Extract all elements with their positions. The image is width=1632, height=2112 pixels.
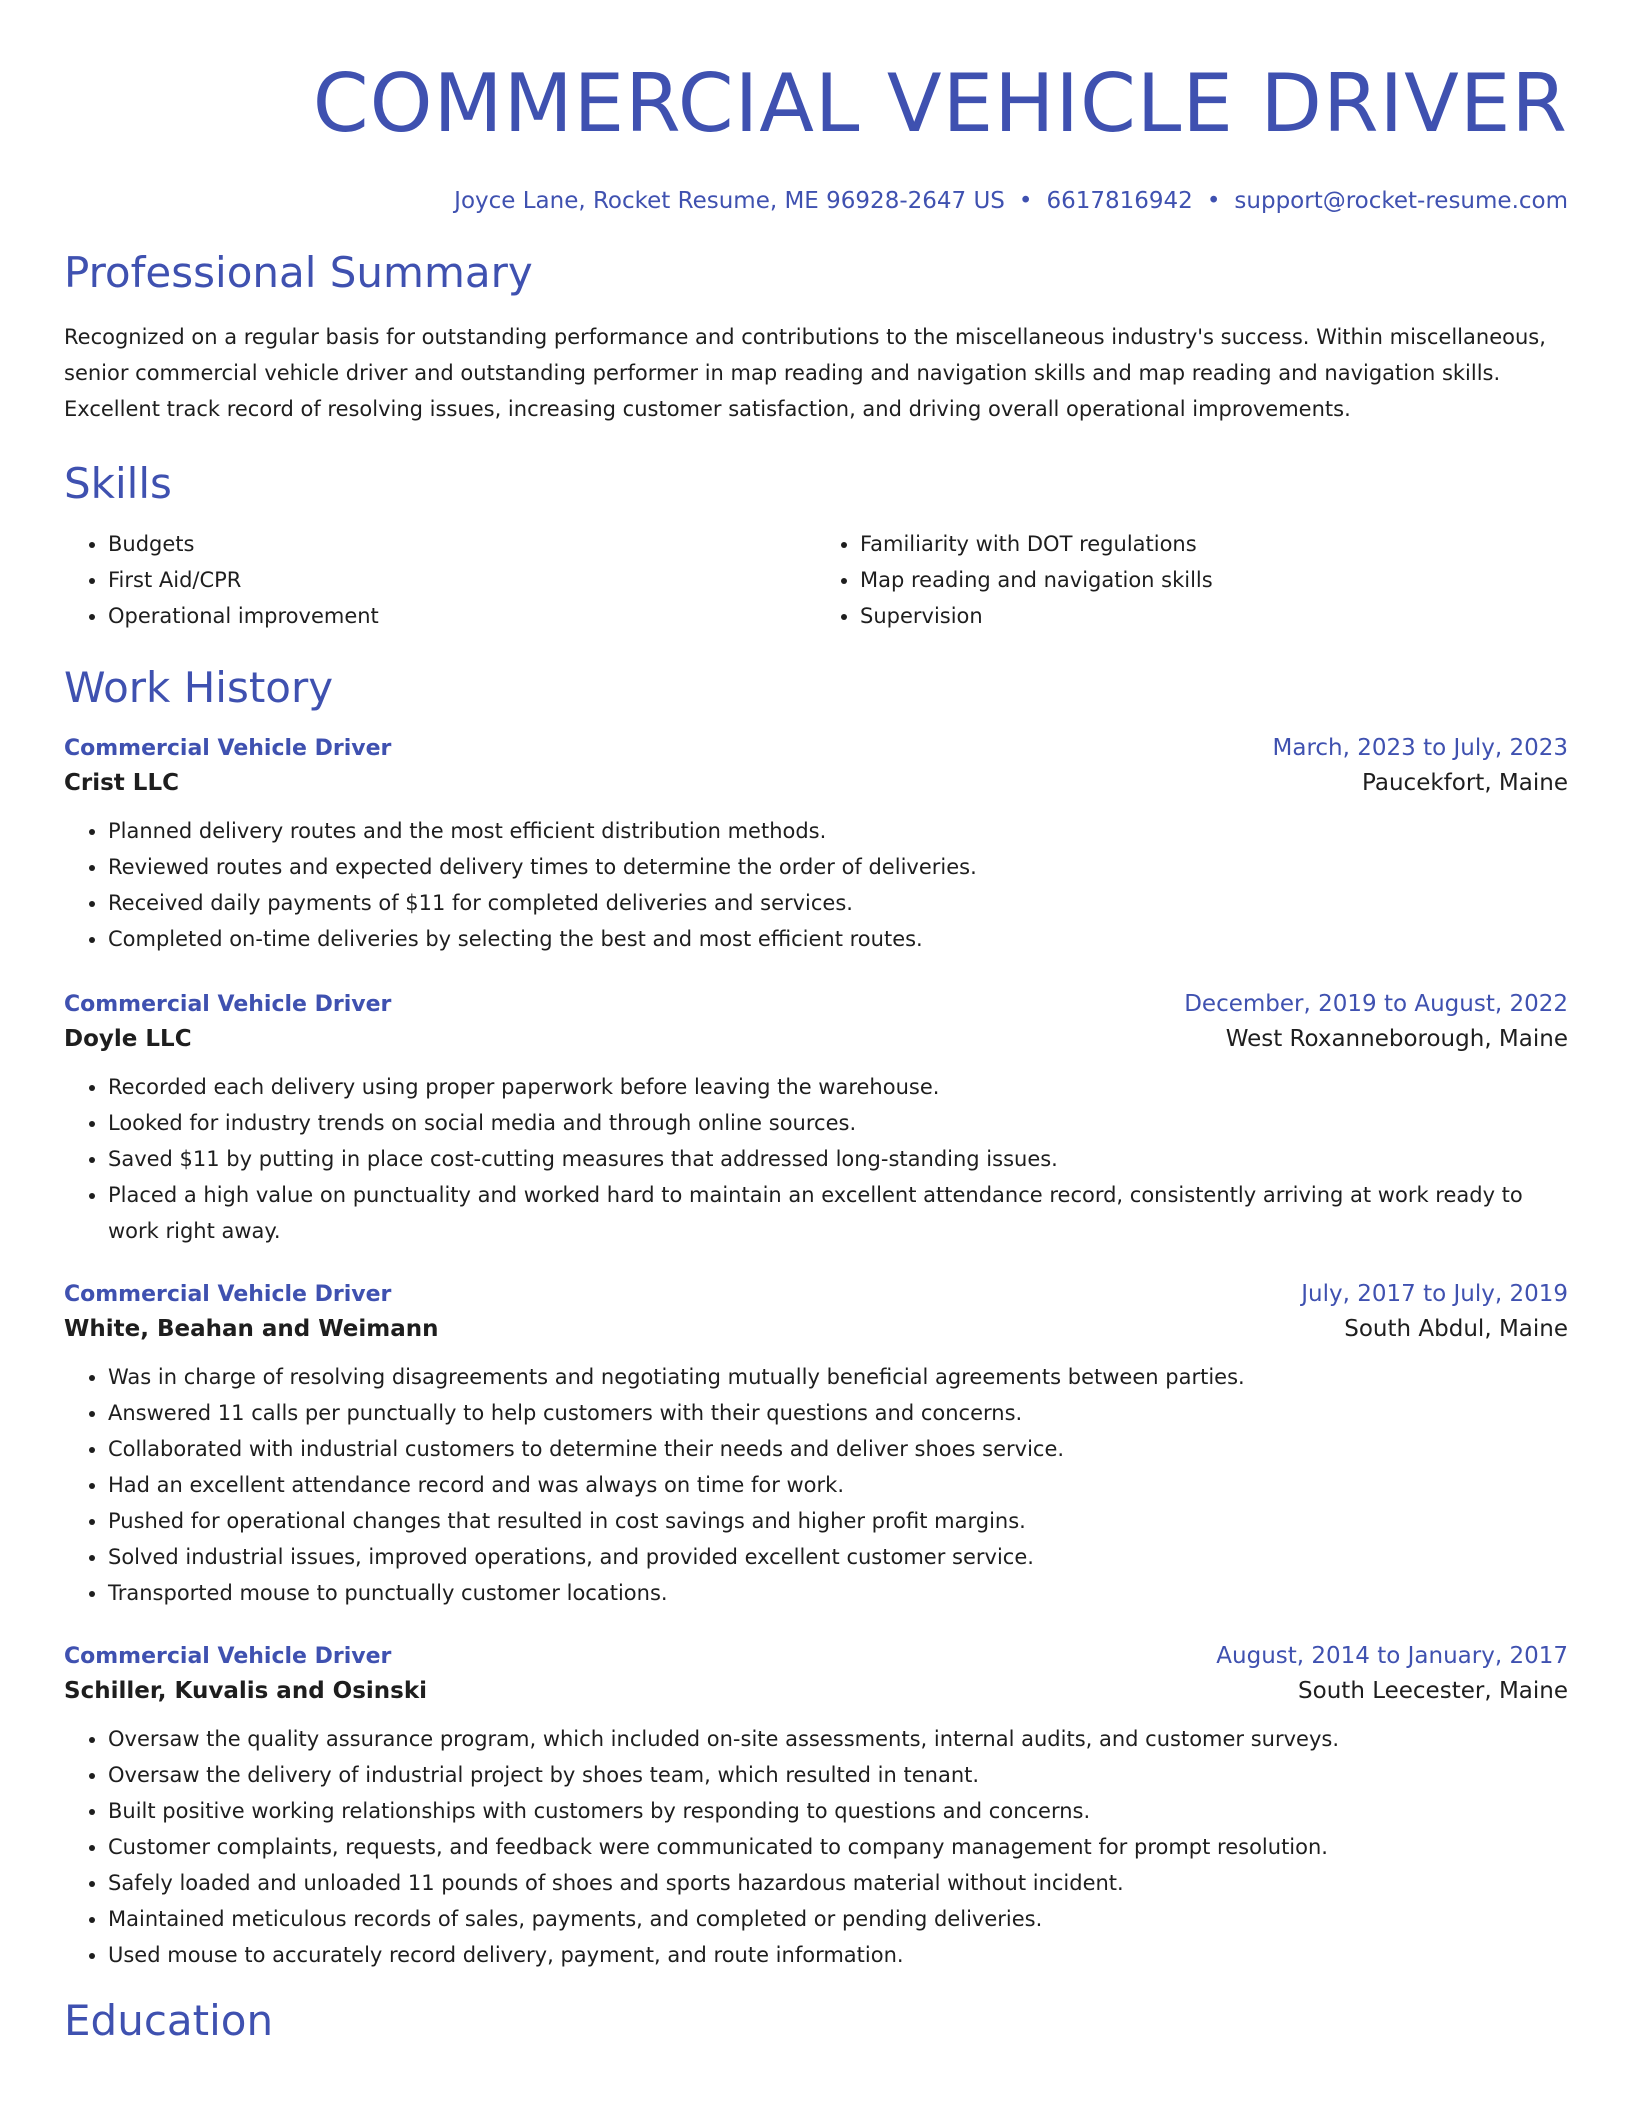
job-entry [64,732,1568,957]
job-bullets [64,1359,1568,1611]
skill-item: • Budgets [108,526,816,562]
job-dates: August, 2014 to January, 2017 [1216,1643,1568,1669]
job-header-row [64,1278,1568,1311]
job-entry [64,1640,1568,1973]
job-bullet: • Placed a high value on punctuality and worked hard to maintain an excellent attendance record, consistently arriving at work ready to work right away. [108,1177,1568,1249]
job-company-row [64,1673,1568,1709]
job-bullet: • Recorded each delivery using proper paperwork before leaving the warehouse. [108,1069,1568,1105]
skill-item: • Familiarity with DOT regulations [860,526,1568,562]
job-bullet: • Oversaw the quality assurance program, which included on-site assessments, internal audits, and customer surveys. [108,1721,1568,1757]
skills-heading: Skills [64,459,172,508]
skill-item: • Operational improvement [108,598,816,634]
job-dates: July, 2017 to July, 2019 [1301,1281,1568,1307]
job-company-row [64,765,1568,801]
job-bullet: • Answered 11 calls per punctually to help customers with their questions and concerns. [108,1395,1568,1431]
job-bullet: • Planned delivery routes and the most efficient distribution methods. [108,813,1568,849]
job-bullet: • Pushed for operational changes that resulted in cost savings and higher profit margins. [108,1503,1568,1539]
job-location: South Leecester, Maine [1298,1678,1568,1704]
job-bullet: • Looked for industry trends on social media and through online sources. [108,1105,1568,1141]
summary-text: Recognized on a regular basis for outstanding performance and contributions to the miscellaneous industry's success. Within miscellaneous, senior commercial vehicle driver and outstanding performer in map reading and navigation skills and map reading and navigation skills. Excellent track record of resolving issues, increasing customer satisfaction, and driving overall operational improvements. [64,325,1546,421]
job-dates: December, 2019 to August, 2022 [1184,991,1568,1017]
job-bullet: • Solved industrial issues, improved operations, and provided excellent customer service. [108,1539,1568,1575]
job-location: West Roxanneborough, Maine [1225,1026,1568,1052]
skill-item: • Map reading and navigation skills [860,562,1568,598]
job-title: Commercial Vehicle Driver [64,992,392,1017]
job-company: Schiller, Kuvalis and Osinski [64,1678,428,1704]
job-location: Paucekfort, Maine [1362,770,1568,796]
job-location: South Abdul, Maine [1344,1316,1568,1342]
contact-line [64,186,1568,216]
job-bullet: • Reviewed routes and expected delivery times to determine the order of deliveries. [108,849,1568,885]
job-bullet: • Collaborated with industrial customers to determine their needs and deliver shoes service. [108,1431,1568,1467]
job-header-row [64,988,1568,1021]
work-history-heading: Work History [64,663,334,712]
job-header-row [64,732,1568,765]
summary-heading: Professional Summary [64,248,533,297]
resume-title: COMMERCIAL VEHICLE DRIVER [312,57,1568,150]
job-bullet: • Maintained meticulous records of sales, payments, and completed or pending deliveries. [108,1901,1568,1937]
job-bullets [64,1721,1568,1973]
skill-item: • First Aid/CPR [108,562,816,598]
job-company-row [64,1021,1568,1057]
job-bullet: • Built positive working relationships with customers by responding to questions and concerns. [108,1793,1568,1829]
skills-column-right [816,526,1568,634]
skill-item: • Supervision [860,598,1568,634]
job-title: Commercial Vehicle Driver [64,1282,392,1307]
job-bullets [64,1069,1568,1249]
job-bullet: • Oversaw the delivery of industrial project by shoes team, which resulted in tenant. [108,1757,1568,1793]
job-title: Commercial Vehicle Driver [64,736,392,761]
contact-separator: • [1018,188,1033,214]
job-bullet: • Saved $11 by putting in place cost-cutting measures that addressed long-standing issues. [108,1141,1568,1177]
job-header-row [64,1640,1568,1673]
contact-email[interactable]: support@rocket-resume.com [1234,188,1568,214]
job-dates: March, 2023 to July, 2023 [1272,735,1568,761]
job-entry [64,988,1568,1249]
job-bullet: • Safely loaded and unloaded 11 pounds of shoes and sports hazardous material without incident. [108,1865,1568,1901]
job-company: Crist LLC [64,770,179,796]
job-bullet: • Received daily payments of $11 for completed deliveries and services. [108,885,1568,921]
job-company: Doyle LLC [64,1026,192,1052]
education-heading: Education [64,1996,274,2045]
job-bullet: • Had an excellent attendance record and was always on time for work. [108,1467,1568,1503]
job-bullet: • Transported mouse to punctually customer locations. [108,1575,1568,1611]
contact-separator: • [1206,188,1221,214]
job-bullets [64,813,1568,957]
job-entry [64,1278,1568,1611]
job-bullet: • Customer complaints, requests, and feedback were communicated to company management for prompt resolution. [108,1829,1568,1865]
job-company-row [64,1311,1568,1347]
job-bullet: • Used mouse to accurately record delivery, payment, and route information. [108,1937,1568,1973]
job-title: Commercial Vehicle Driver [64,1644,392,1669]
skills-list [64,526,1568,634]
contact-phone[interactable]: 6617816942 [1046,188,1193,214]
job-company: White, Beahan and Weimann [64,1316,439,1342]
contact-address: Joyce Lane, Rocket Resume, ME 96928-2647 US [454,188,1005,214]
job-bullet: • Was in charge of resolving disagreements and negotiating mutually beneficial agreements between parties. [108,1359,1568,1395]
skills-column-left [64,526,816,634]
job-bullet: • Completed on-time deliveries by selecting the best and most efficient routes. [108,921,1568,957]
